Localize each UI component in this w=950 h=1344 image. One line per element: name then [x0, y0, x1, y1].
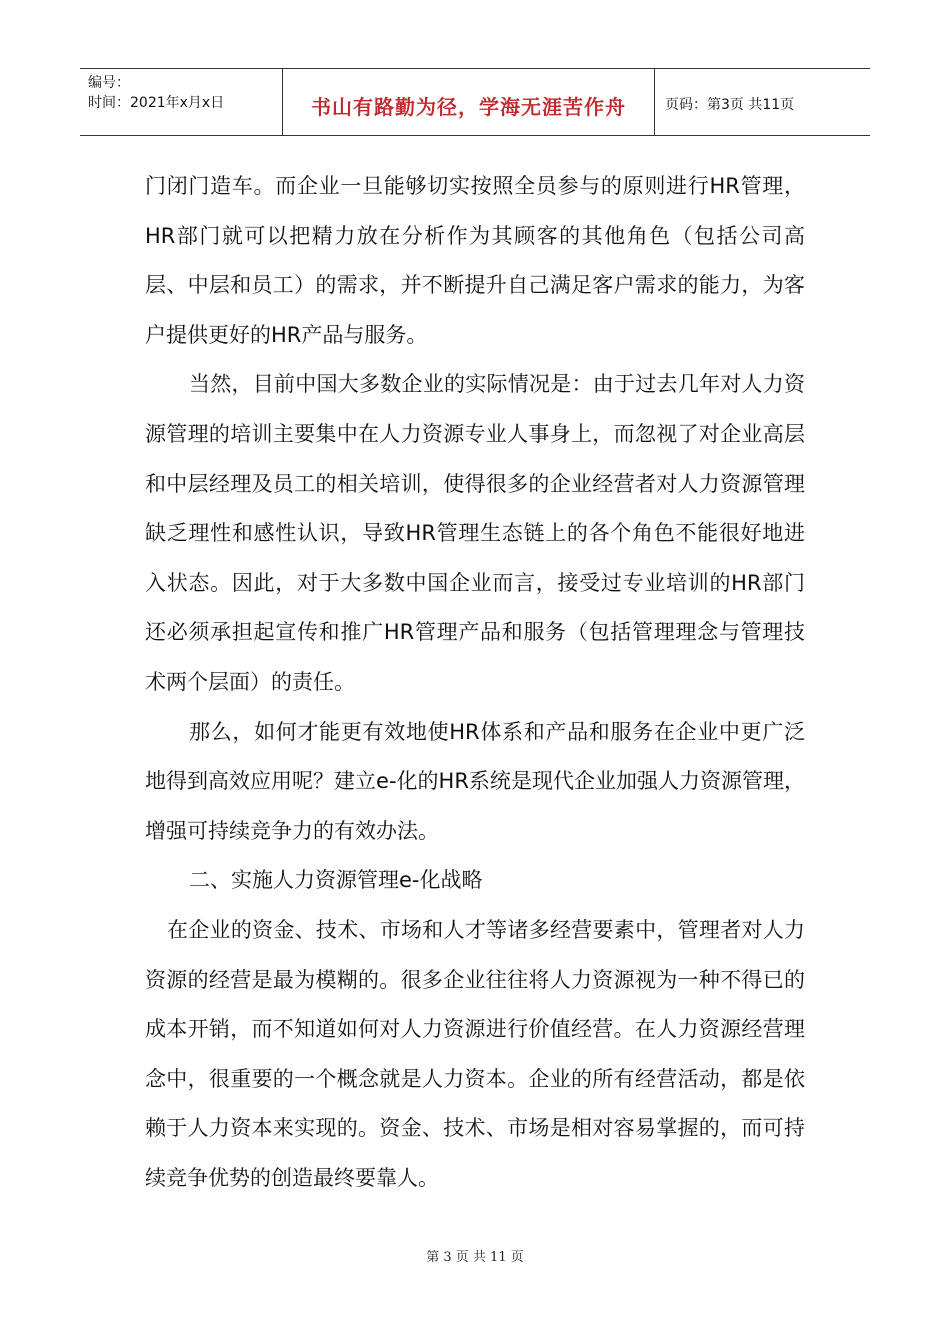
paragraph-question: 那么，如何才能更有效地使HR体系和产品和服务在企业中更广泛地得到高效应用呢？建立e-化的HR系统是现代企业加强人力资源管理，增强可持续竞争力的有效办法。: [145, 719, 805, 843]
document-time-label: 时间：2021年x月x日: [88, 95, 225, 111]
paragraph-human-capital: 在企业的资金、技术、市场和人才等诸多经营要素中，管理者对人力资源的经营是最为模糊的。很多企业往往将人力资源视为一种不得已的成本开销，而不知道如何对人力资源进行价值经营。在人力资源经营理念中，很重要的一个概念就是人力资本。企业的所有经营活动，都是依赖于人力资本来实现的。资金、技术、市场是相对容易掌握的，而可持续竞争优势的创造最终要靠人。: [145, 917, 805, 1190]
header-motto: 书山有路勤为径，学海无涯苦作舟: [311, 94, 626, 119]
page-footer: 第 3 页 共 11 页: [426, 1250, 524, 1265]
section-heading: 二、实施人力资源管理e-化战略: [189, 868, 483, 893]
header-page-info: 页码：第3页 共11页: [665, 97, 795, 113]
header-motto-cell: [283, 69, 655, 135]
document-body: [145, 162, 805, 1203]
paragraph-continuation: 门闭门造车。而企业一旦能够切实按照全员参与的原则进行HR管理，HR部门就可以把精力放在分析作为其顾客的其他角色（包括公司高层、中层和员工）的需求，并不断提升自己满足客户需求的能力，为客户提供更好的HR产品与服务。: [145, 174, 805, 347]
document-number-label: 编号：: [88, 75, 130, 91]
paragraph-current-situation: 当然，目前中国大多数企业的实际情况是：由于过去几年对人力资源管理的培训主要集中在人力资源专业人事身上，而忽视了对企业高层和中层经理及员工的相关培训，使得很多的企业经营者对人力资源管理缺乏理性和感性认识，导致HR管理生态链上的各个角色不能很好地进入状态。因此，对于大多数中国企业而言，接受过专业培训的HR部门还必须承担起宣传和推广HR管理产品和服务（包括管理理念与管理技术两个层面）的责任。: [145, 372, 805, 694]
header-meta-cell: [80, 69, 283, 135]
document-header: [80, 68, 870, 136]
header-page-cell: [655, 69, 870, 135]
